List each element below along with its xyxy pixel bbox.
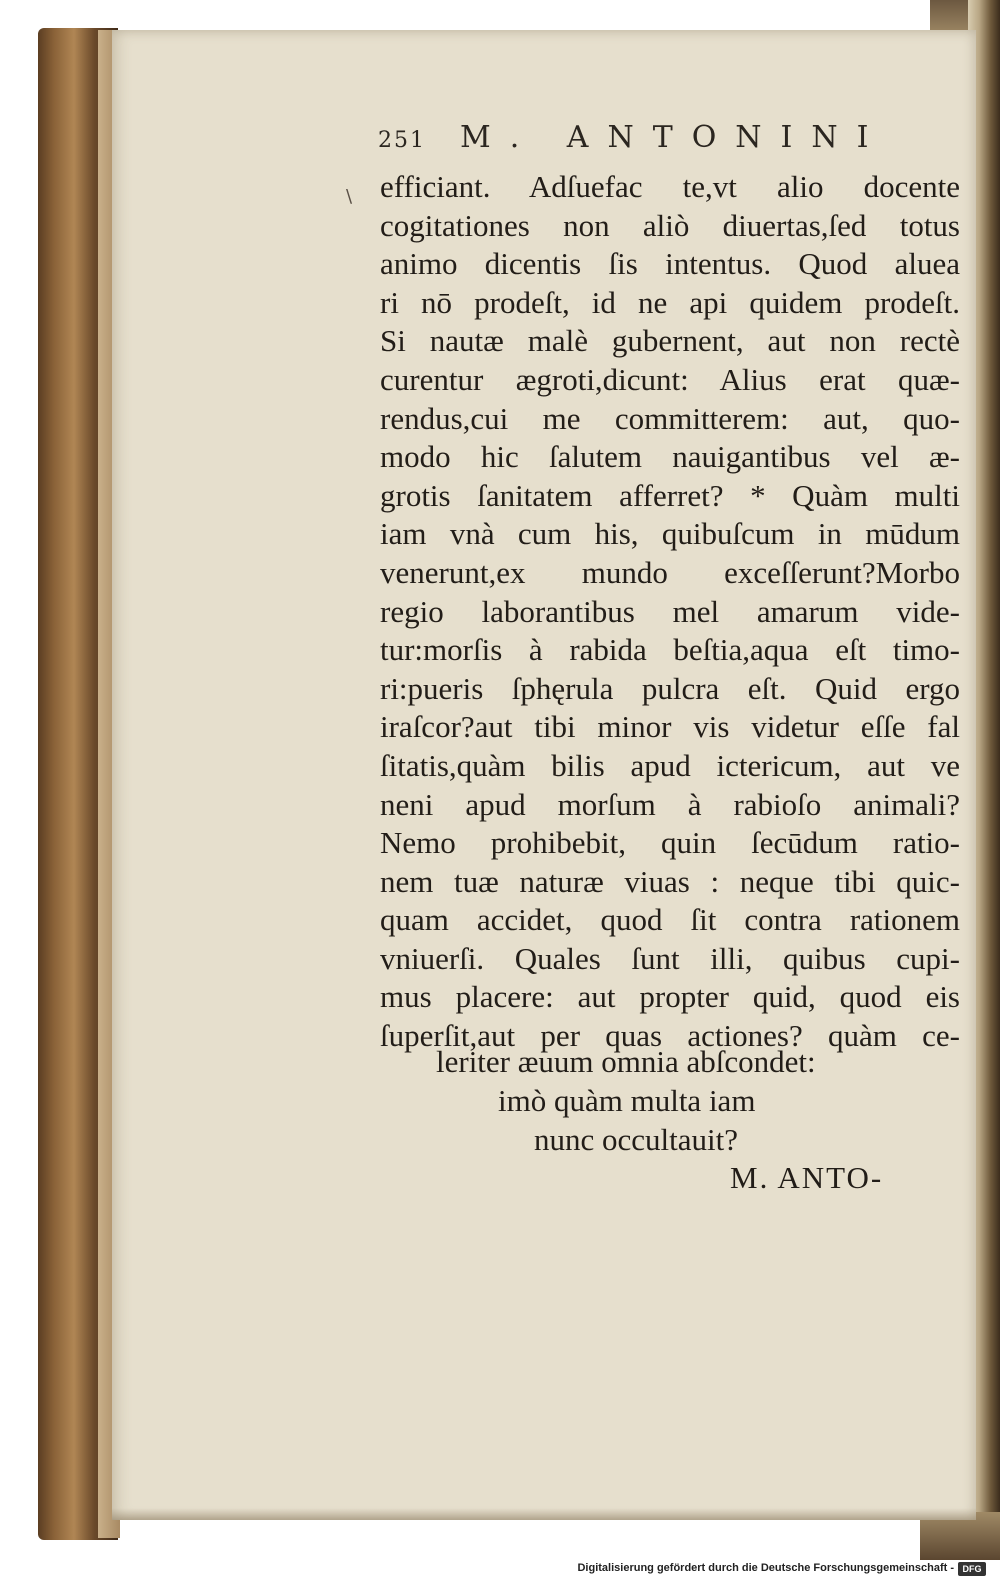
text-line: rendus,cui me committerem: aut, quo- <box>380 400 960 436</box>
text-line: vniuerſi. Quales ſunt illi, quibus cupi- <box>380 940 960 976</box>
page-number: 251 <box>378 128 426 153</box>
tail-line-2: imò quàm multa iam <box>498 1083 756 1118</box>
text-line: iraſcor?aut tibi minor vis videtur eſſe fal <box>380 709 960 745</box>
text-line: ſitatis,quàm bilis apud ictericum, aut ve <box>380 747 960 783</box>
margin-mark: \ <box>346 186 353 207</box>
tail-line-3: nunc occultauit? <box>534 1122 738 1157</box>
text-line: mus placere: aut propter quid, quod eis <box>380 979 960 1015</box>
body-text <box>380 168 960 1056</box>
page-shadow <box>112 1508 976 1520</box>
text-line: Nemo prohibebit, quin ſecūdum ratio- <box>380 825 960 861</box>
text-line: ri:pueris ſphęrula pulcra eſt. Quid ergo <box>380 670 960 706</box>
text-line: Si nautæ malè gubernent, aut non rectè <box>380 323 960 359</box>
text-line: cogitationes non aliò diuertas,ſed totus <box>380 207 960 243</box>
text-line: venerunt,ex mundo exceſſerunt?Morbo <box>380 554 960 590</box>
text-line: grotis ſanitatem afferret? * Quàm multi <box>380 477 960 513</box>
text-line: neni apud morſum à rabioſo animali? <box>380 786 960 822</box>
running-head <box>378 120 888 155</box>
text-line: ri nō prodeſt, id ne api quidem prodeſt. <box>380 284 960 320</box>
catchword: M. ANTO- <box>730 1160 884 1195</box>
tail-line-1: leriter æuum omnia abſcondet: <box>436 1044 816 1079</box>
text-line: modo hic ſalutem nauigantibus vel æ- <box>380 439 960 475</box>
dfg-logo-icon: DFG <box>958 1562 986 1576</box>
text-line: efficiant. Adſuefac te,vt alio docente <box>380 169 960 204</box>
text-line: curentur ægroti,dicunt: Alius erat quæ- <box>380 361 960 397</box>
text-line: animo dicentis ſis intentus. Quod aluea <box>380 246 960 282</box>
text-line: tur:morſis à rabida beſtia,aqua eſt timo- <box>380 632 960 668</box>
text-line: quam accidet, quod ſit contra rationem <box>380 902 960 938</box>
footer-credit: Digitalisierung gefördert durch die Deutsche Forschungsgemeinschaft - <box>577 1562 954 1574</box>
running-title: M. ANTONINI <box>460 120 888 155</box>
text-line: regio laborantibus mel amarum vide- <box>380 593 960 629</box>
text-line: nem tuæ naturæ viuas : neque tibi quic- <box>380 863 960 899</box>
text-line: iam vnà cum his, quibuſcum in mūdum <box>380 516 960 552</box>
text-line: ſuperſit,aut per quas actiones? quàm ce- <box>380 1018 960 1054</box>
